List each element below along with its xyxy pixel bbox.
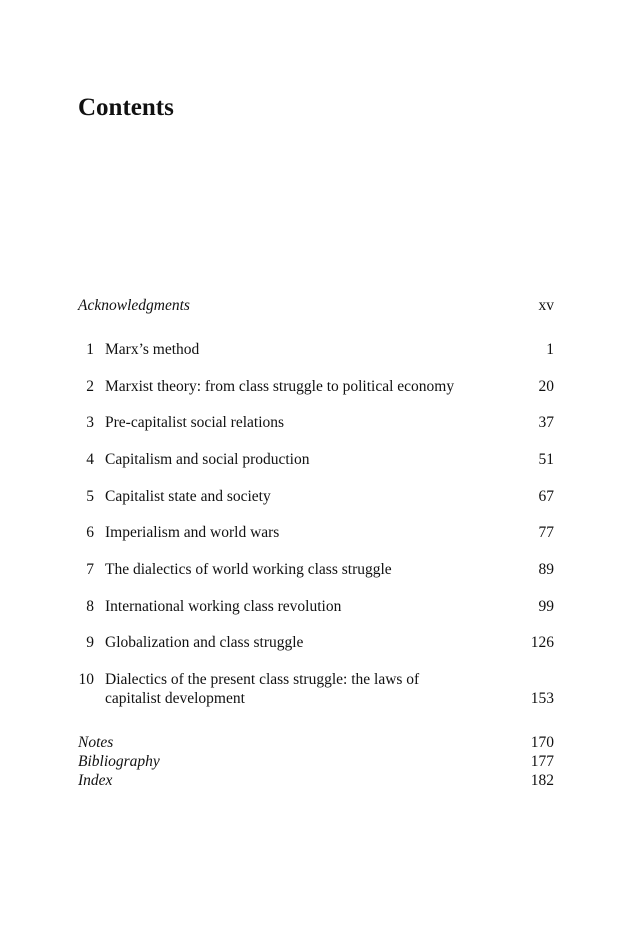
toc-entry-chapter-8[interactable]: [78, 597, 554, 616]
chapter-number: 10: [78, 671, 94, 688]
chapter-number: 3: [86, 414, 94, 431]
toc-entry-page-number: 126: [530, 634, 554, 651]
chapter-number: 2: [86, 378, 94, 395]
toc-entry-index[interactable]: [78, 771, 554, 790]
toc-entry-chapter-5[interactable]: [78, 487, 554, 506]
toc-entry-chapter-9[interactable]: [78, 633, 554, 652]
chapter-title-line-2: capitalist development: [105, 690, 245, 707]
chapter-title: [105, 670, 485, 708]
chapter-title: Capitalist state and society: [105, 488, 271, 505]
chapter-number: 8: [86, 598, 94, 615]
chapter-title-line-1: Dialectics of the present class struggle: the laws of: [105, 671, 420, 688]
chapter-number: 6: [86, 524, 94, 541]
toc-entry-page-number: xv: [538, 297, 554, 314]
chapter-title: Imperialism and world wars: [105, 524, 280, 541]
chapter-title: The dialectics of world working class struggle: [105, 561, 392, 578]
chapter-number: 7: [86, 561, 94, 578]
toc-entry-chapter-3[interactable]: [78, 413, 554, 432]
toc-entry-chapter-6[interactable]: [78, 523, 554, 542]
chapter-number: 4: [86, 451, 94, 468]
toc-entry-page-number: 77: [538, 524, 554, 541]
toc-entry-page-number: 182: [530, 772, 554, 789]
toc-entry-chapter-4[interactable]: [78, 450, 554, 469]
toc-entry-page-number: 170: [530, 734, 554, 751]
chapter-title: Marx’s method: [105, 341, 200, 358]
toc-entry-page-number: 37: [538, 414, 554, 431]
toc-entry-notes[interactable]: [78, 733, 554, 752]
toc-entry-page-number: 153: [530, 690, 554, 707]
toc-entry-page-number: 1: [546, 341, 554, 358]
toc-entry-chapter-2[interactable]: [78, 377, 554, 396]
chapter-title: Marxist theory: from class struggle to political economy: [105, 378, 455, 395]
page-title: Contents: [78, 94, 174, 121]
chapter-title: Pre-capitalist social relations: [105, 414, 285, 431]
chapter-number: 5: [86, 488, 94, 505]
toc-entry-page-number: 89: [538, 561, 554, 578]
toc-entry-title: Notes: [78, 734, 114, 751]
toc-entry-acknowledgments[interactable]: [78, 296, 554, 315]
toc-entry-page-number: 51: [538, 451, 554, 468]
chapter-number: 1: [86, 341, 94, 358]
toc-entry-page-number: 177: [530, 753, 554, 770]
toc-entry-chapter-7[interactable]: [78, 560, 554, 579]
toc-entry-chapter-1[interactable]: [78, 340, 554, 359]
chapter-number: 9: [86, 634, 94, 651]
chapter-title: International working class revolution: [105, 598, 342, 615]
chapter-title: Capitalism and social production: [105, 451, 310, 468]
toc-entry-title: Acknowledgments: [78, 297, 190, 314]
chapter-title: Globalization and class struggle: [105, 634, 304, 651]
toc-entry-page-number: 20: [538, 378, 554, 395]
toc-entry-page-number: 67: [538, 488, 554, 505]
toc-entry-bibliography[interactable]: [78, 752, 554, 771]
toc-entry-title: Index: [78, 772, 113, 789]
toc-entry-page-number: 99: [538, 598, 554, 615]
toc-entry-title: Bibliography: [78, 753, 160, 770]
toc-entry-chapter-10[interactable]: [78, 670, 554, 708]
